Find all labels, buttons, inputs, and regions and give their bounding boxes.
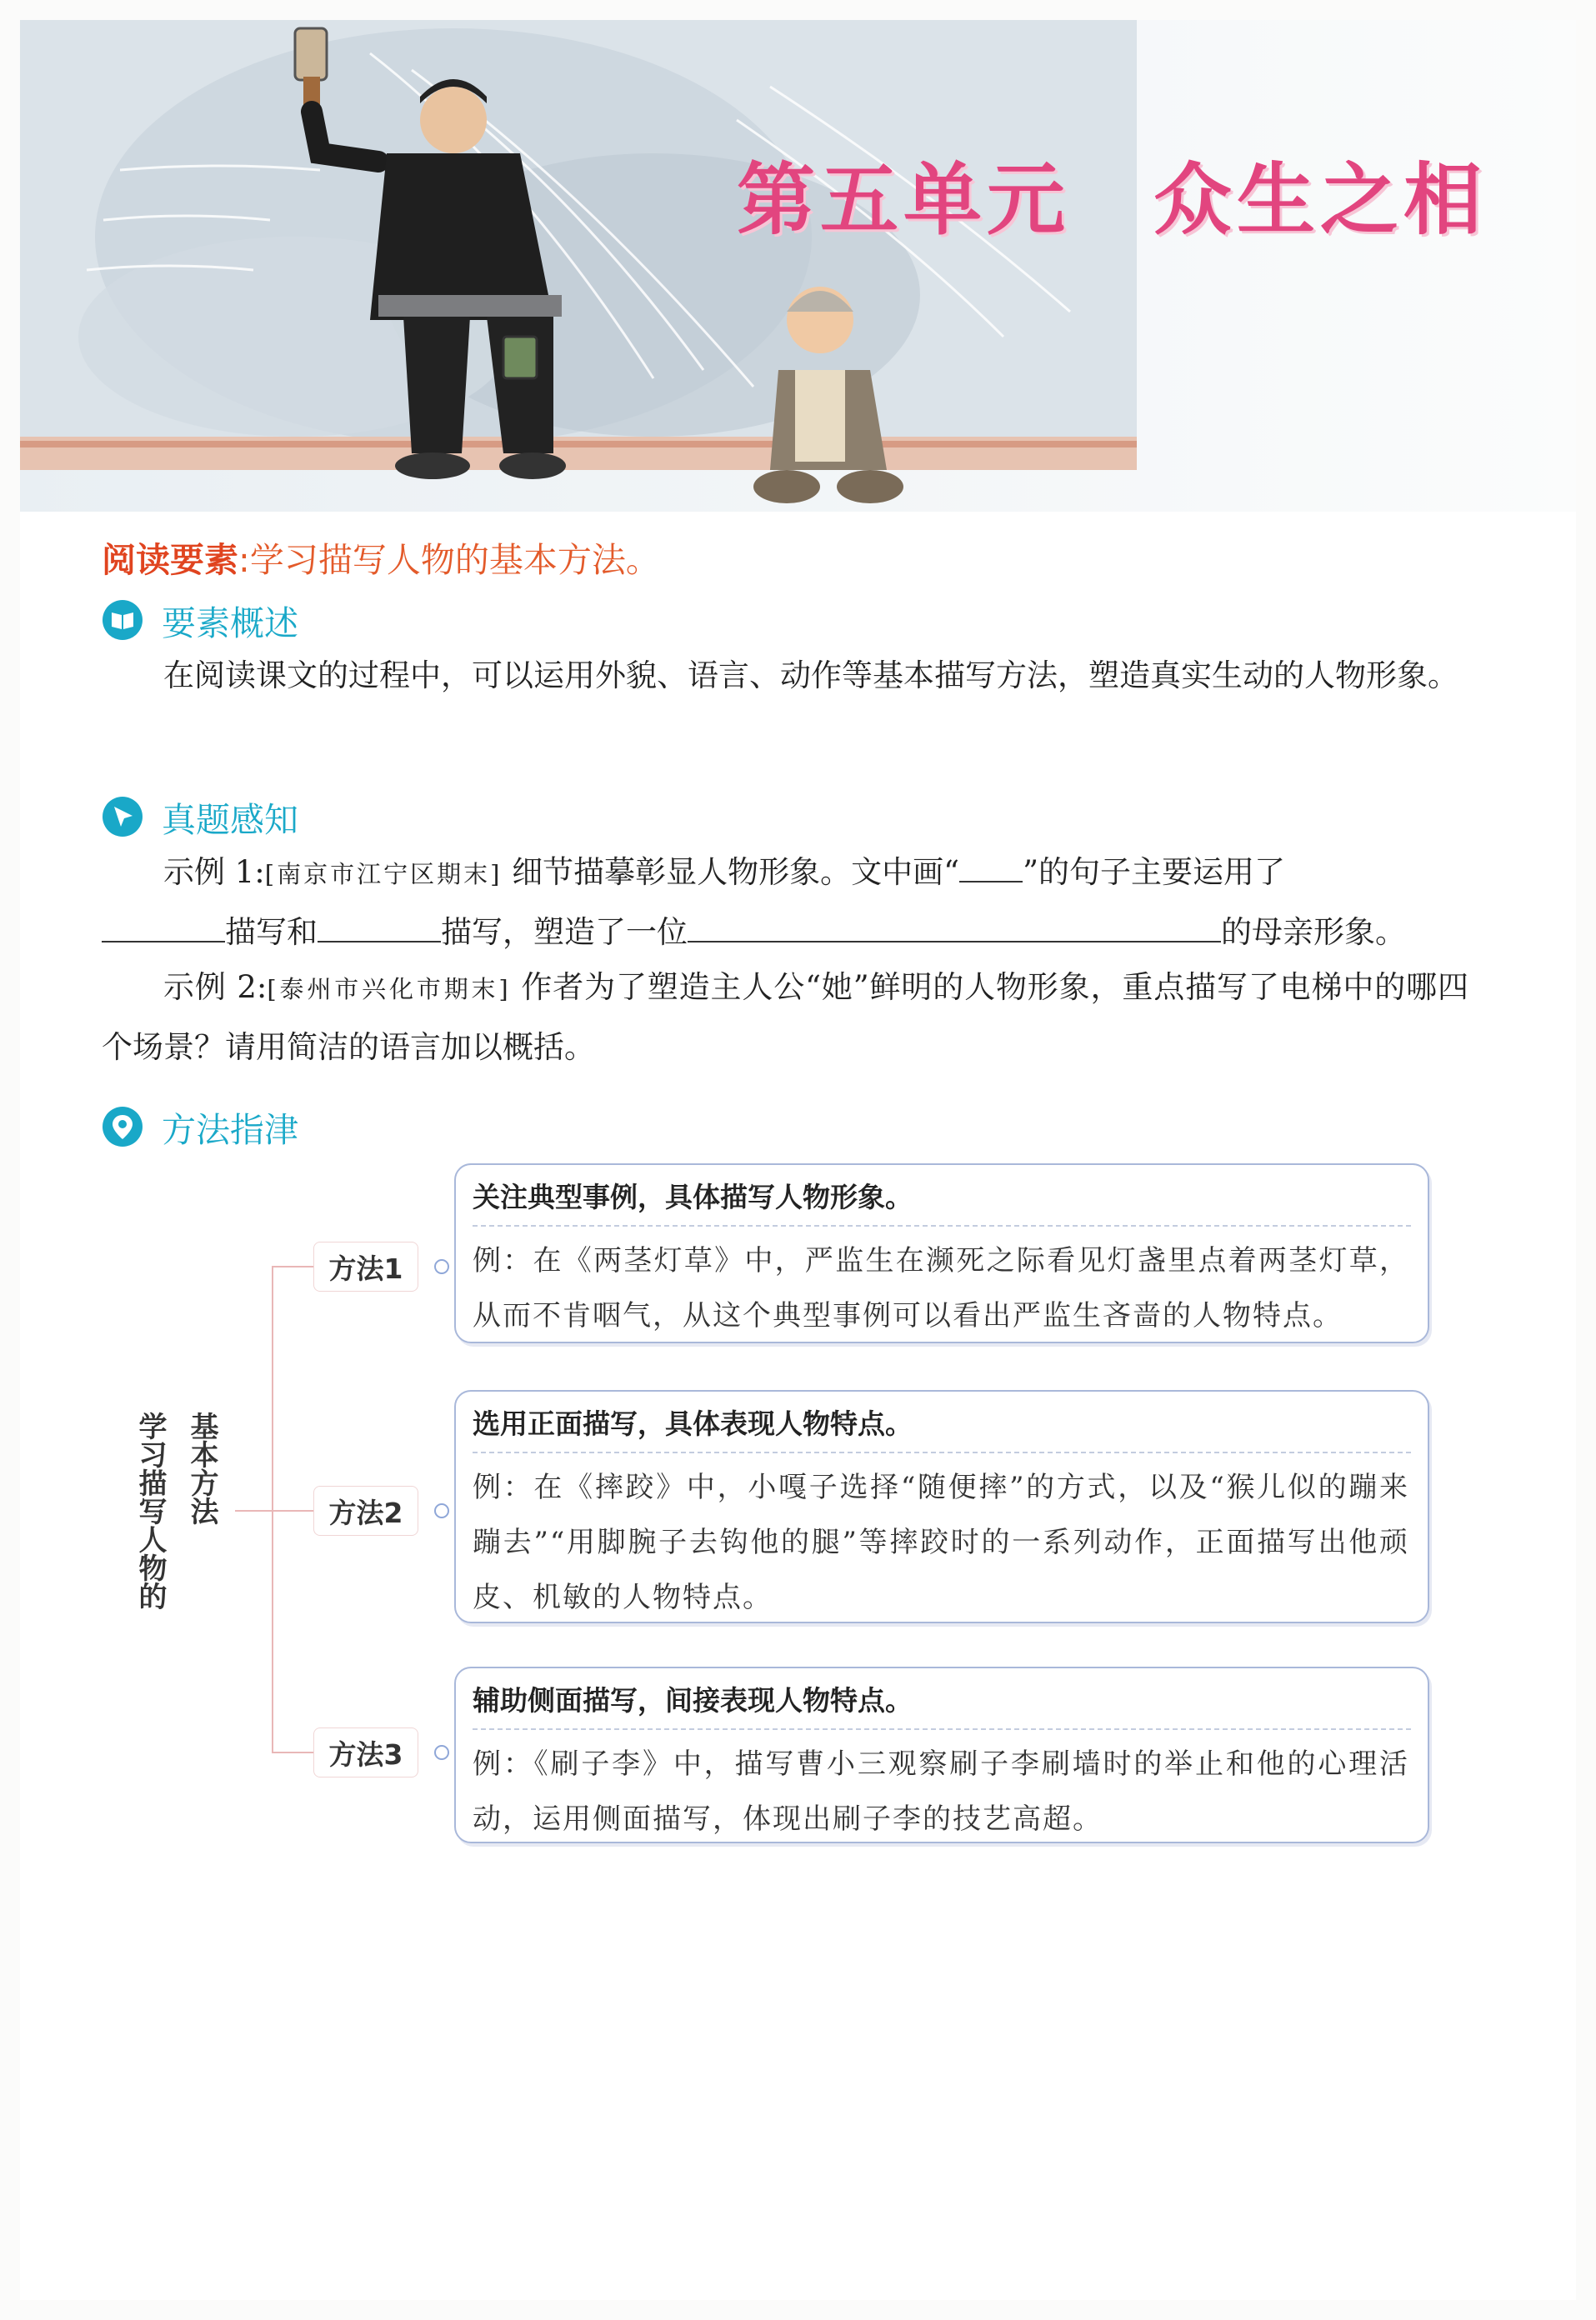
reading-goal-label: 阅读要素 xyxy=(102,540,238,580)
example2-source: [泰州市兴化市期末] xyxy=(267,975,511,1003)
example1-part5: 的母亲形象。 xyxy=(1221,914,1406,950)
method-2-title: 选用正面描写，具体表现人物特点。 xyxy=(473,1407,913,1440)
section-title-overview: 要素概述 xyxy=(162,602,298,643)
method-1-label: 方法1 xyxy=(313,1242,418,1292)
reading-goal-text: 学习描写人物的基本方法。 xyxy=(249,540,660,580)
section-title-method: 方法指津 xyxy=(162,1109,298,1150)
example1-prefix: 示例 1: xyxy=(163,854,265,890)
book-icon xyxy=(102,599,143,641)
method-1-connector-dot xyxy=(434,1259,449,1274)
example1-part3: 描写和 xyxy=(225,914,318,950)
example1-part4: 描写，塑造了一位 xyxy=(441,914,688,950)
method-2-example: 例：在《摔跤》中，小嘎子选择“随便摔”的方式，以及“猴儿似的蹦来蹦去”“用脚腕子去钩他的腿”等摔跤时的一系列动作，正面描写出他顽皮、机敏的人物特点。 xyxy=(473,1471,1409,1614)
answer-blank-1[interactable] xyxy=(959,849,1023,882)
method-1-divider xyxy=(473,1225,1411,1227)
answer-blank-4[interactable] xyxy=(688,909,1221,942)
location-pin-icon xyxy=(102,1106,143,1148)
example1-part2: ”的句子主要运用了 xyxy=(1023,854,1286,890)
method-2-divider xyxy=(473,1452,1411,1453)
section-header-method xyxy=(102,1103,298,1150)
method-1-example: 例：在《两茎灯草》中，严监生在濒死之际看见灯盏里点着两茎灯草，从而不肯咽气，从这个典型事例可以看出严监生吝啬的人物特点。 xyxy=(473,1244,1409,1332)
reading-goal-separator: : xyxy=(238,540,250,580)
answer-blank-3[interactable] xyxy=(318,909,441,942)
cursor-arrow-icon xyxy=(102,796,143,838)
method-2-box xyxy=(454,1390,1429,1623)
method-1-box xyxy=(454,1163,1429,1343)
answer-blank-2[interactable] xyxy=(102,909,225,942)
workbook-page xyxy=(20,20,1576,2300)
example1-part1: 细节描摹彰显人物形象。文中画“ xyxy=(512,854,960,890)
map-root-col2: 学习描写人物的 xyxy=(133,1412,167,1610)
example1-source: [南京市江宁区期末] xyxy=(264,860,503,888)
section-title-exam: 真题感知 xyxy=(162,799,298,840)
reading-goal xyxy=(102,532,660,582)
exam-example-1 xyxy=(102,843,1468,961)
method-3-title: 辅助侧面描写，间接表现人物特点。 xyxy=(473,1683,913,1717)
method-3-connector-dot xyxy=(434,1745,449,1760)
overview-paragraph: 在阅读课文的过程中，可以运用外貌、语言、动作等基本描写方法，塑造真实生动的人物形象。 xyxy=(163,658,1458,693)
section-header-exam xyxy=(102,793,298,840)
method-2-label: 方法2 xyxy=(313,1486,418,1536)
unit-banner xyxy=(20,20,1576,512)
method-1-title: 关注典型事例，具体描写人物形象。 xyxy=(473,1180,913,1213)
method-2-connector-dot xyxy=(434,1503,449,1518)
unit-title: 第五单元 众生之相 xyxy=(737,155,1488,246)
method-3-example: 例：《刷子李》中，描写曹小三观察刷子李刷墙时的举止和他的心理活动，运用侧面描写，体现出刷子李的技艺高超。 xyxy=(473,1748,1409,1836)
method-3-divider xyxy=(473,1728,1411,1730)
example2-prefix: 示例 2: xyxy=(163,969,268,1005)
method-3-box xyxy=(454,1667,1429,1843)
banner-illustration xyxy=(20,20,1153,520)
exam-example-2 xyxy=(102,958,1468,1076)
root-connector xyxy=(235,1510,273,1512)
method-3-label: 方法3 xyxy=(313,1728,418,1778)
map-root-col1: 基本方法 xyxy=(185,1412,218,1525)
section-header-overview xyxy=(102,597,298,643)
example2-text: 作者为了塑造主人公“她”鲜明的人物形象，重点描写了电梯中的哪四个场景？请用简洁的语言加以概括。 xyxy=(102,969,1468,1065)
